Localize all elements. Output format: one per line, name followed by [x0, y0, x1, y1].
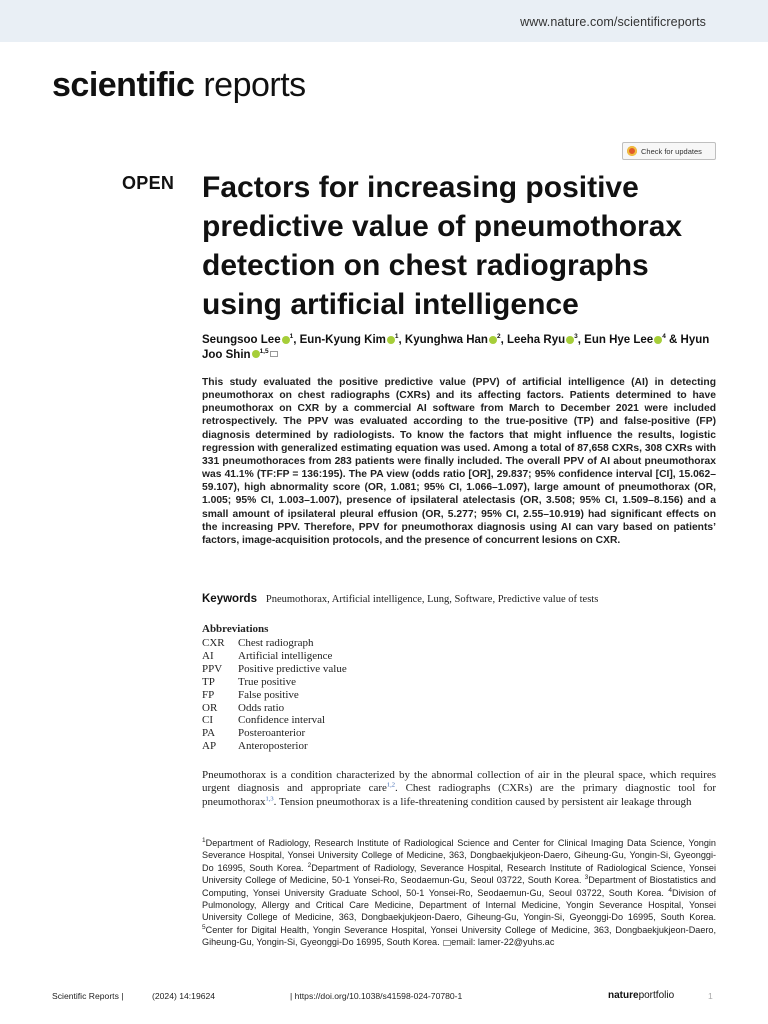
abbreviation-definition: Odds ratio	[238, 701, 285, 714]
author[interactable]	[405, 334, 501, 346]
affiliation-text: Department of Radiology, Severance Hospital, Research Institute of Radiological Science, Yonsei University College of Medicine, 50-1 Yonsei-Ro, Seodaemun-Gu, Seoul 03722, South Korea.	[202, 862, 716, 886]
journal-name-light: reports	[203, 66, 306, 104]
author-separator: ,	[398, 334, 405, 346]
abbreviation-row	[202, 663, 347, 676]
affiliation-text: Center for Digital Health, Yongin Severance Hospital, Yonsei University College of Medicine, 363, Dongbaekjukjeon-Daero, Giheung-Gu, Yongin-Si, Gyeonggi-Do 16995, South Korea.	[202, 924, 716, 948]
abbreviations-list	[202, 637, 347, 753]
affiliations	[202, 837, 716, 949]
author-name: Hyun Joo Shin	[202, 334, 710, 361]
abbreviation-definition: Artificial intelligence	[238, 649, 333, 662]
orcid-icon[interactable]	[387, 336, 395, 344]
author-separator: &	[665, 334, 681, 346]
author[interactable]	[507, 334, 578, 346]
abbreviation-definition: True positive	[238, 675, 296, 688]
abbreviation-row	[202, 689, 347, 702]
citation-ref-1[interactable]: 1,2	[386, 781, 396, 789]
abbreviation-definition: Positive predictive value	[238, 662, 347, 675]
journal-url[interactable]: www.nature.com/scientificreports	[520, 15, 706, 29]
intro-text-1: Pneumothorax is a condition characterized by the abnormal collection of air in the pleural space, which requires urgent diagnosis and appropriate care	[202, 769, 716, 795]
abbreviation-row	[202, 650, 347, 663]
abbreviation: TP	[202, 675, 215, 688]
corresponding-email[interactable]: email: lamer-22@yuhs.ac	[451, 937, 555, 948]
email-icon[interactable]	[270, 351, 278, 357]
orcid-icon[interactable]	[489, 336, 497, 344]
author-name: Eun Hye Lee	[584, 334, 654, 346]
crossmark-icon	[627, 146, 637, 156]
abbreviation-row	[202, 740, 347, 753]
footer-volume: (2024) 14:19624	[152, 991, 216, 1001]
abbreviation-definition: Posteroanterior	[238, 727, 306, 740]
affiliation-number: 5	[202, 923, 206, 931]
keywords	[202, 593, 722, 605]
journal-logo	[52, 66, 306, 105]
abbreviation-row	[202, 714, 347, 727]
introduction-paragraph	[202, 769, 716, 809]
orcid-icon[interactable]	[282, 336, 290, 344]
author-separator: ,	[577, 334, 585, 346]
author-affiliation: 2	[496, 333, 501, 341]
author-list	[202, 333, 722, 362]
affiliation-number: 3	[584, 874, 589, 882]
abbreviation: OR	[202, 701, 218, 714]
orcid-icon[interactable]	[252, 350, 260, 358]
affiliation-text: Department of Biostatistics and Computing, Yonsei University Graduate School, 50-1 Yonsei-Ro, Seodaemun-Gu, Seoul 03722, South Korea.	[202, 875, 716, 898]
abbreviation-row	[202, 727, 347, 740]
author[interactable]	[300, 334, 399, 346]
abstract: This study evaluated the positive predictive value (PPV) of artificial intelligence (AI) in detecting pneumothorax on chest radiographs (CXRs) and its affecting factors. Patients determined to have pneumothorax on CXR by a commercial AI software from March to December 2021 were included retrospectively. The PPV was evaluated according to the true-positive (TP) and false-positive (FP) diagnosis determined by radiologists. To know the factors that might influence the results, logistic regression with generalized estimating equation was used. Among a total of 87,658 CXRs, 308 CXRs with 331 pneumothoraces from 283 patients were finally included. The overall PPV of AI about pneumothorax was 41.1% (TF:FP = 136:195). The PA view (odds ratio [OR], 29.837; 95% confidence interval [CI], 15.062–59.107), high abnormality score (OR, 1.081; 95% CI, 1.066–1.097), large amount of pneumothorax (OR, 1.005; 95% CI, 1.003–1.007), presence of ipsilateral atelectasis (OR, 3.508; 95% CI, 1.509–8.156) and a small amount of ipsilateral pleural effusion (OR, 5.277; 95% CI, 2.55–10.919) had significant effects on the increasing PPV. Therefore, PPV for pneumothorax diagnosis using AI can vary based on patients’ factors, image-acquisition protocols, and the presence of concurrent lesions on CXR.	[202, 377, 716, 546]
author-name: Eun-Kyung Kim	[299, 334, 386, 346]
publisher-logo	[608, 990, 674, 1001]
top-bar	[0, 0, 768, 42]
abbreviation-row	[202, 702, 347, 715]
author[interactable]	[202, 334, 293, 346]
author-affiliation: 1	[394, 333, 399, 341]
affiliation-number: 2	[307, 861, 312, 869]
abbreviation: CI	[202, 714, 213, 727]
footer-doi[interactable]: | https://doi.org/10.1038/s41598-024-70780-1	[290, 991, 463, 1001]
author-affiliation: 1	[289, 333, 294, 341]
check-updates-label: Check for updates	[641, 146, 702, 156]
affiliation-number: 4	[668, 886, 673, 894]
abbreviation: FP	[202, 688, 215, 701]
check-for-updates-button[interactable]	[622, 142, 716, 160]
keywords-label: Keywords	[202, 593, 257, 605]
intro-text-3: . Tension pneumothorax is a life-threatening condition caused by persistent air leakage through	[273, 795, 692, 808]
citation-ref-2[interactable]: 1,3	[265, 795, 274, 803]
author-name: Seungsoo Lee	[202, 334, 281, 346]
publisher-light: portfolio	[638, 990, 675, 1001]
abbreviation: AI	[202, 649, 214, 662]
orcid-icon[interactable]	[654, 336, 662, 344]
abbreviation-row	[202, 637, 347, 650]
abbreviation-definition: False positive	[238, 688, 299, 701]
page-number: 1	[708, 991, 713, 1001]
abbreviations	[202, 623, 347, 753]
author-separator: ,	[500, 334, 507, 346]
open-access-label: OPEN	[122, 173, 175, 193]
article-title: Factors for increasing positive predictive value of pneumothorax detection on chest radiographs using artificial intelligence	[202, 171, 683, 321]
abbreviation: PPV	[202, 662, 223, 675]
abbreviation-definition: Anteroposterior	[238, 740, 308, 753]
abbreviations-label: Abbreviations	[202, 623, 269, 635]
abbreviation-definition: Chest radiograph	[238, 637, 314, 649]
intro-text-2: . Chest radiographs (CXRs) are the primary diagnostic tool for pneumothorax	[202, 782, 716, 808]
journal-name-bold: scientific	[52, 66, 195, 104]
abbreviation-row	[202, 676, 347, 689]
author-affiliation: 3	[574, 333, 578, 341]
affiliation-text: Division of Pulmonology, Allergy and Critical Care Medicine, Department of Internal Medicine, Yongin Severance Hospital, Yonsei University College of Medicine, 363, Dongbaekjukjeon-Daero, Giheung-Gu, Yongin-Si, Gyeonggi-Do 16995, South Korea.	[202, 887, 717, 923]
affiliation-text: Department of Radiology, Research Institute of Radiological Science and Center for Clinical Imaging Data Science, Yongin Severance Hospital, Yonsei University College of Medicine, 363, Dongbaekjukjeon-Daero, Giheung-Gu, Yongin-Si, Gyeonggi-Do 16995, South Korea.	[202, 838, 716, 873]
affiliation-number: 1	[202, 836, 206, 844]
author-affiliation: 1,5	[259, 347, 269, 355]
abbreviation: AP	[202, 740, 217, 753]
author[interactable]	[584, 334, 666, 346]
orcid-icon[interactable]	[566, 336, 574, 344]
abbreviation: PA	[202, 727, 216, 740]
publisher-bold: nature	[608, 990, 639, 1001]
keywords-text: Pneumothorax, Artificial intelligence, Lung, Software, Predictive value of tests	[265, 594, 599, 605]
author-separator: ,	[293, 334, 300, 346]
author-name: Leeha Ryu	[506, 334, 566, 346]
author-name: Kyunghwa Han	[404, 334, 488, 346]
email-icon	[443, 940, 451, 946]
footer-journal: Scientific Reports |	[52, 991, 124, 1001]
author-affiliation: 4	[662, 333, 666, 341]
abbreviation: CXR	[202, 637, 225, 649]
abbreviation-definition: Confidence interval	[238, 714, 326, 727]
